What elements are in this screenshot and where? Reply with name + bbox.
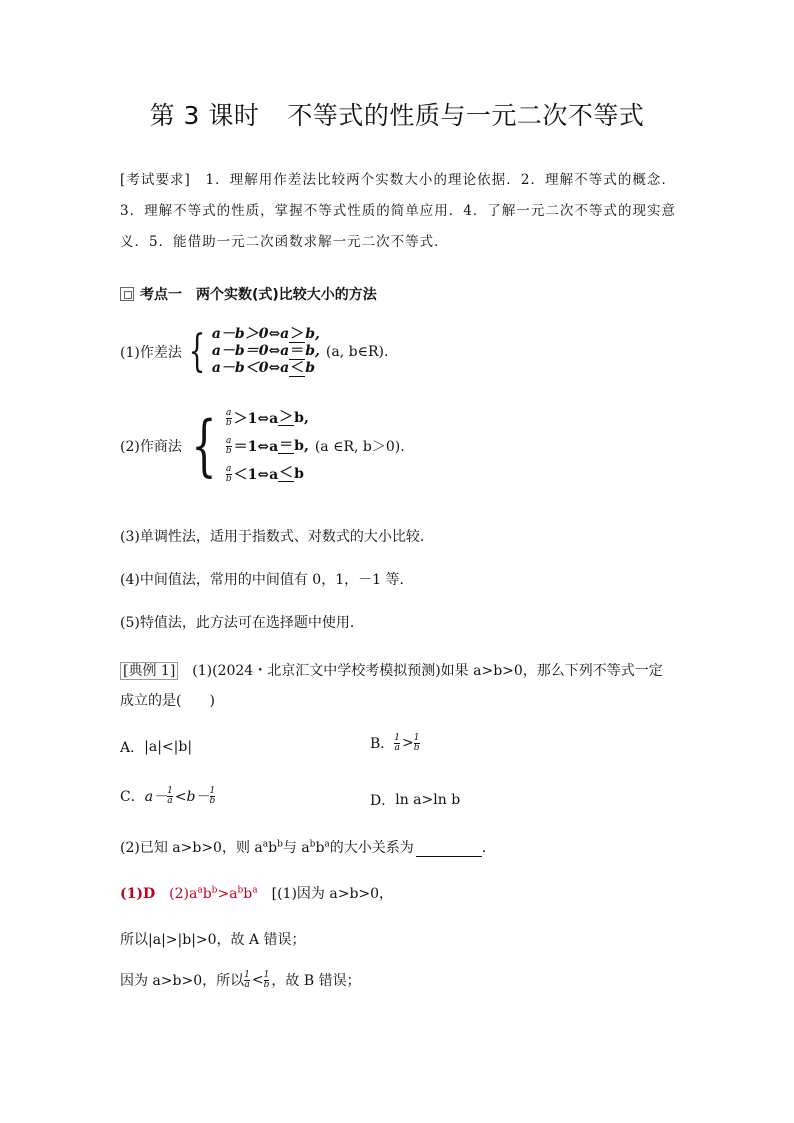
option-c: C． a－ $\frac{1}{a}$ <b－ $\frac{1}{b}$: [120, 785, 216, 806]
kaodian-heading: [120, 284, 377, 304]
answer-line-1: (1)D $(2)a^ab^b>a^bb^a$ [(1)因为 a>b>0，: [120, 885, 394, 902]
method1-cases: [212, 326, 320, 377]
left-brace: {: [188, 325, 206, 377]
method-intermediate: (4)中间值法，常用的中间值有 0，1，－1 等．: [120, 572, 414, 588]
kaodian-icon: [120, 287, 134, 301]
case-row: a－b＞0⇔a＞b,: [211, 326, 320, 342]
example-q1: (1)(2024・北京汇文中学校考模拟预测)如果 a>b>0，那么下列不等式一定成立的是( ): [120, 663, 663, 709]
case-row: $\frac{a}{b}$ ＞1⇔a ＞ b,: [225, 407, 309, 428]
case-row: $\frac{a}{b}$ ＜1⇔a ＜ b: [225, 463, 304, 484]
option-b: B． $\frac{1}{a}$ > $\frac{1}{b}$: [370, 732, 420, 753]
answer-line-3: 因为 a>b>0，所以 $\frac{1}{a}$ < $\frac{1}{b}$ ，故 B 错误；: [120, 969, 361, 990]
method2-label: (2)作商法: [120, 439, 182, 455]
method-quotient: [120, 404, 405, 488]
answer-blank: [416, 842, 482, 857]
kaodian-label: 考点一: [140, 287, 182, 303]
exam-requirements: [120, 165, 676, 258]
method-difference: [120, 326, 388, 377]
option-a: A． |a|<|b|: [120, 739, 193, 756]
case-row: $\frac{a}{b}$ ＝1⇔a ＝ b, (a ∈R, b＞0).: [225, 435, 405, 456]
case-row: a－b＝0⇔a＝b,: [211, 343, 320, 359]
title-topic: 不等式的性质与一元二次不等式: [287, 101, 645, 130]
method1-condition: (a, b∈R).: [325, 343, 389, 360]
method-special-value: (5)特值法，此方法可在选择题中使用．: [120, 615, 364, 631]
method-monotonic: (3)单调性法，适用于指数式、对数式的大小比较．: [120, 529, 434, 545]
example-tag: [典例 1]: [120, 662, 178, 680]
answer-line-2: 所以|a|>|b|>0，故 A 错误；: [120, 932, 306, 948]
page-title: [0, 96, 794, 132]
requirements-text: 1．理解用作差法比较两个实数大小的理论依据．2．理解不等式的概念．3．理解不等式的性质，掌握不等式性质的简单应用．4．了解一元二次不等式的现实意义．5．能借助一元二次函数求解一元二次不等式．: [120, 172, 676, 250]
left-brace: {: [191, 407, 217, 484]
case-row: a－b＜0⇔a＜b: [211, 360, 316, 376]
option-d: D． ln a>ln b: [370, 792, 461, 809]
method1-label: (1)作差法: [120, 344, 182, 361]
example-q2: (2)已知 a>b>0，则 $a^ab^b$与 $a^bb^a$的大小关系为 ．: [120, 839, 496, 856]
requirements-label: [考试要求]: [120, 172, 191, 188]
method2-cases: [226, 404, 405, 488]
kaodian-title: 两个实数(式)比较大小的方法: [196, 287, 377, 303]
title-lesson: 第 3 课时: [149, 101, 260, 130]
example-question: [120, 656, 676, 716]
